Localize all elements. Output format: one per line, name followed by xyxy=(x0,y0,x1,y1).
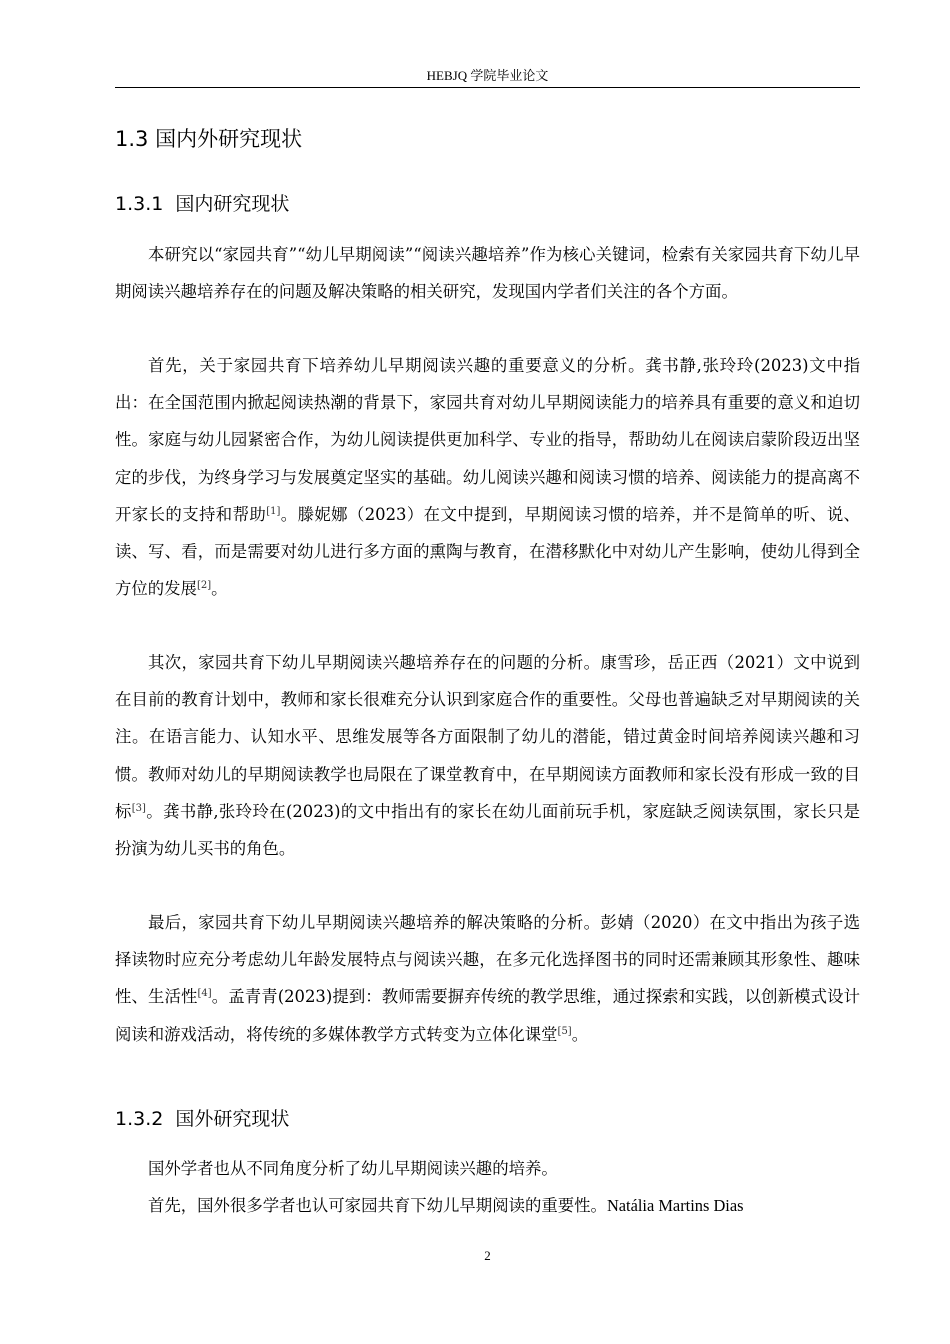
citation-ref: [5] xyxy=(557,1025,572,1037)
subsection-number: 1.3.2 xyxy=(115,1108,164,1130)
page-header: HEBJQ 学院毕业论文 xyxy=(426,68,549,83)
text-run: 。 xyxy=(211,579,228,599)
text-run: 。龚书静,张玲玲在(2023)的文中指出有的家长在幼儿面前玩手机，家庭缺乏阅读氛围，家长只是扮演为幼儿买书的角色。 xyxy=(115,801,860,859)
subsection-title: 国内研究现状 xyxy=(175,193,290,215)
text-run: 。孟青青(2023)提到：教师需要摒弃传统的教学思维，通过探索和实践，以创新模式设计阅读和游戏活动，将传统的多媒体教学方式转变为立体化课堂 xyxy=(115,987,861,1044)
section-number: 1.3 xyxy=(115,127,149,151)
subsection-heading-domestic xyxy=(115,191,289,217)
citation-ref: [3] xyxy=(131,802,146,814)
paragraph-problems xyxy=(115,644,860,867)
text-run: 首先，国外很多学者也认可家园共育下幼儿早期阅读的重要性。 xyxy=(148,1196,607,1215)
author-name: Natália Martins Dias xyxy=(606,1196,744,1215)
text-run: 首先，关于家园共育下培养幼儿早期阅读兴趣的重要意义的分析。龚书静,张玲玲(2023)文中指出：在全国范围内掀起阅读热潮的背景下，家园共育对幼儿早期阅读能力的培养具有重要的意义和迫切性。家庭与幼儿园紧密合作，为幼儿阅读提供更加科学、专业的指导，帮助幼儿在阅读启蒙阶段迈出坚定的步伐，为终身学习与发展奠定坚实的基础。幼儿阅读兴趣和阅读习惯的培养、阅读能力的提高离不开家长的支持和帮助 xyxy=(115,356,860,524)
paragraph-foreign-significance xyxy=(115,1187,860,1224)
text-run: 。 xyxy=(571,1024,589,1044)
text-run: 其次，家园共育下幼儿早期阅读兴趣培养存在的问题的分析。康雪珍，岳正西（2021）文中说到在目前的教育计划中，教师和家长很难充分认识到家庭合作的重要性。父母也普遍缺乏对早期阅读的关注。在语言能力、认知水平、思维发展等各方面限制了幼儿的潜能，错过黄金时间培养阅读兴趣和习惯。教师对幼儿的早期阅读教学也局限在了课堂教育中，在早期阅读方面教师和家长没有形成一致的目标 xyxy=(115,653,860,821)
paragraph-foreign-intro: 国外学者也从不同角度分析了幼儿早期阅读兴趣的培养。 xyxy=(148,1159,558,1178)
citation-ref: [1] xyxy=(266,505,281,517)
text-run: 最后，家园共育下幼儿早期阅读兴趣培养的解决策略的分析。彭婧（2020）在文中指出为孩子选择读物时应充分考虑幼儿年龄发展特点与阅读兴趣，在多元化选择图书的同时还需兼顾其形象性、趣味性、生活性 xyxy=(115,913,860,1007)
header-rule xyxy=(115,87,860,88)
paragraph-significance xyxy=(115,347,860,607)
page-number: 2 xyxy=(484,1248,491,1263)
text-run: 。滕妮娜（2023）在文中提到，早期阅读习惯的培养，并不是简单的听、说、读、写、看，而是需要对幼儿进行多方面的熏陶与教育，在潜移默化中对幼儿产生影响，使幼儿得到全方位的发展 xyxy=(115,504,861,599)
citation-ref: [4] xyxy=(197,988,212,1000)
subsection-title: 国外研究现状 xyxy=(175,1108,290,1130)
paragraph-strategies xyxy=(115,904,860,1053)
paragraph-intro: 本研究以“家园共育”“幼儿早期阅读”“阅读兴趣培养”作为核心关键词，检索有关家园共育下幼儿早期阅读兴趣培养存在的问题及解决策略的相关研究，发现国内学者们关注的各个方面。 xyxy=(115,245,860,302)
section-heading xyxy=(115,125,302,153)
subsection-heading-foreign xyxy=(115,1106,289,1132)
subsection-number: 1.3.1 xyxy=(115,193,164,215)
citation-ref: [2] xyxy=(196,580,212,592)
section-title: 国内外研究现状 xyxy=(155,127,303,151)
